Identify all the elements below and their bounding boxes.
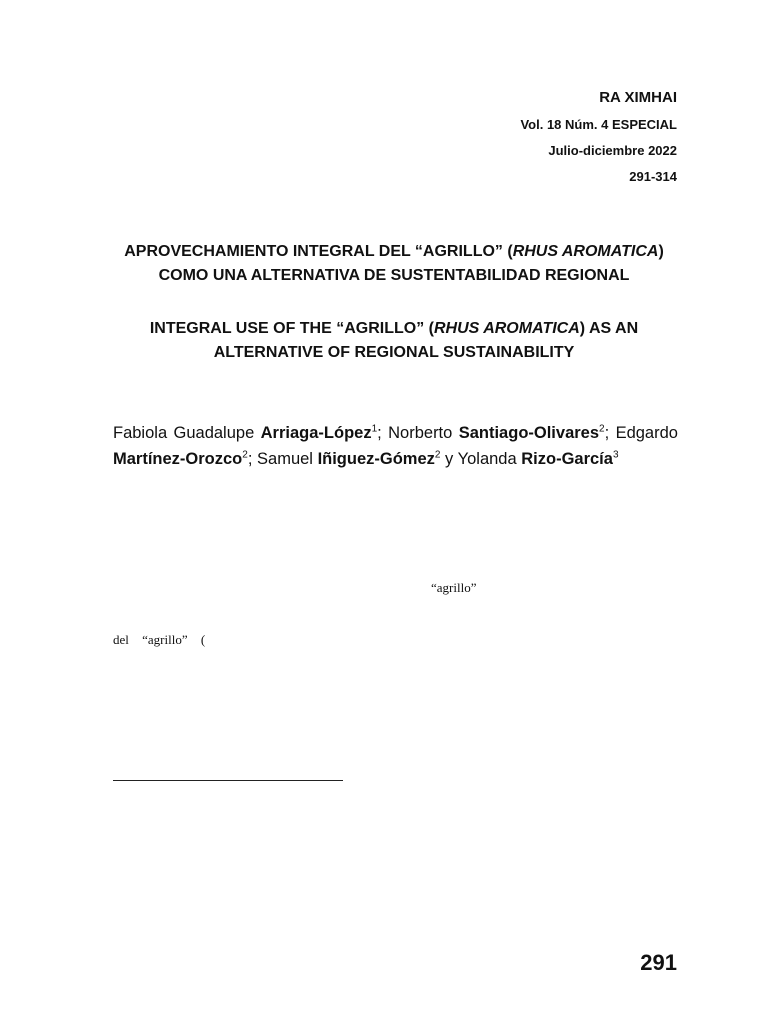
author-given: Fabiola Guadalupe bbox=[113, 424, 255, 442]
title-spanish-species: RHUS AROMATICA bbox=[512, 243, 659, 260]
author-given: Yolanda bbox=[457, 450, 517, 468]
author-separator: ; bbox=[604, 424, 610, 442]
author-given: Edgardo bbox=[615, 424, 678, 442]
footnote-separator bbox=[113, 780, 343, 781]
title-english-species: RHUS AROMATICA bbox=[434, 320, 580, 337]
page-number: 291 bbox=[640, 950, 677, 975]
author-affiliation: 1 bbox=[371, 423, 378, 435]
author-separator: y bbox=[440, 450, 454, 468]
title-english-line1 bbox=[112, 317, 676, 341]
author-separator: ; bbox=[377, 424, 382, 442]
author-affiliation: 3 bbox=[612, 449, 619, 461]
author-given: Norberto bbox=[388, 424, 453, 442]
title-english-text: INTEGRAL USE OF THE “AGRILLO” ( bbox=[149, 320, 434, 337]
author-list bbox=[113, 420, 678, 472]
author-family: Martínez-Orozco bbox=[113, 450, 243, 468]
author-family: Santiago-Olivares bbox=[458, 424, 600, 442]
title-spanish bbox=[112, 240, 676, 288]
journal-pages: 291-314 bbox=[629, 169, 677, 184]
title-spanish-paren: ) bbox=[658, 243, 664, 260]
text-fragment: “agrillo” bbox=[431, 580, 477, 595]
journal-period: Julio-diciembre 2022 bbox=[548, 143, 677, 158]
author-family: Iñiguez-Gómez bbox=[317, 450, 435, 468]
title-spanish-line1 bbox=[112, 240, 676, 264]
author-affiliation: 2 bbox=[599, 423, 605, 435]
author-affiliation: 2 bbox=[434, 449, 441, 461]
journal-name: RA XIMHAI bbox=[599, 89, 677, 106]
author-given: Samuel bbox=[257, 450, 313, 468]
text-fragment: del “agrillo” ( bbox=[113, 632, 206, 647]
author-family: Rizo-García bbox=[521, 450, 613, 468]
title-english-line2: ALTERNATIVE OF REGIONAL SUSTAINABILITY bbox=[213, 344, 575, 361]
author-separator: ; bbox=[247, 450, 253, 468]
journal-volume: Vol. 18 Núm. 4 ESPECIAL bbox=[520, 117, 677, 132]
author-family: Arriaga-López bbox=[260, 424, 372, 442]
title-english-suffix: ) AS AN bbox=[579, 320, 639, 337]
title-spanish-line2: COMO UNA ALTERNATIVA DE SUSTENTABILIDAD REGIONAL bbox=[158, 267, 630, 284]
journal-header bbox=[520, 88, 677, 194]
title-english bbox=[112, 317, 676, 365]
author-affiliation: 2 bbox=[242, 449, 248, 461]
title-spanish-text: APROVECHAMIENTO INTEGRAL DEL “AGRILLO” ( bbox=[124, 243, 513, 260]
